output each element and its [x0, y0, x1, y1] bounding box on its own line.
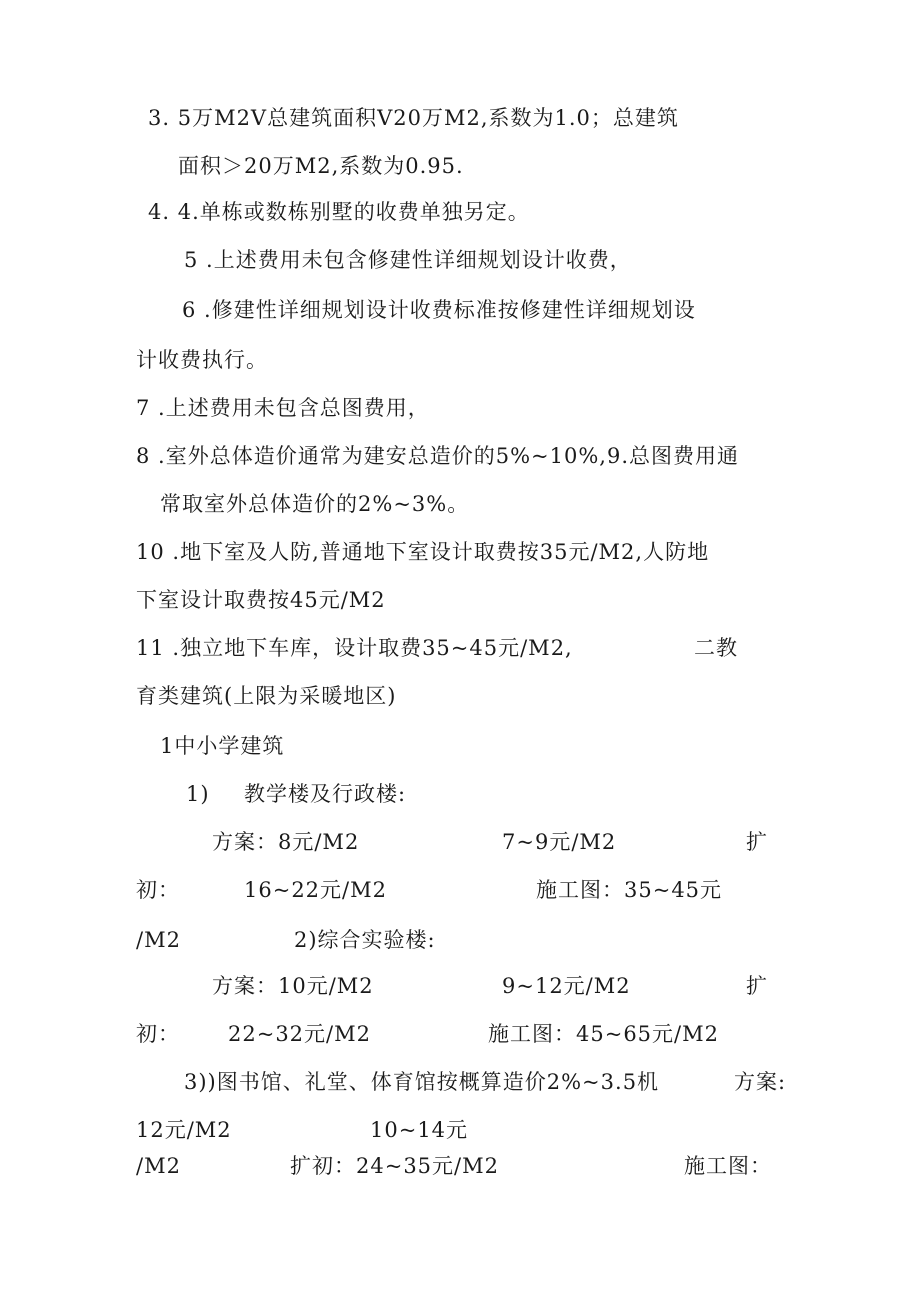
text-line: 方案:	[734, 1070, 787, 1094]
text-line: /M2	[136, 1154, 181, 1178]
text-line: 3. 5万M2V总建筑面积V20万M2,系数为1.0；总建筑	[148, 106, 679, 130]
fee-scheme: 12元/M2	[136, 1118, 232, 1142]
item-title: 2)综合实验楼:	[294, 928, 436, 952]
text-line: 11 .独立地下车库，设计取费35~45元/M2,	[136, 636, 573, 660]
text-line: 扩	[746, 974, 768, 998]
fee-construction: 施工图：45~65元/M2	[488, 1022, 719, 1046]
text-line: 面积＞20万M2,系数为0.95.	[178, 154, 464, 178]
text-line: 初：	[136, 878, 180, 902]
section-heading: 育类建筑(上限为采暖地区)	[136, 684, 397, 708]
text-line: /M2	[136, 928, 181, 952]
text-line: 下室设计取费按45元/M2	[136, 588, 386, 612]
text-line: 7 .上述费用未包含总图费用，	[136, 396, 430, 420]
text-line: 10 .地下室及人防,普通地下室设计取费按35元/M2,人防地	[136, 540, 710, 564]
subsection-heading: 1中小学建筑	[160, 734, 285, 758]
fee-preliminary: 22~32元/M2	[228, 1022, 371, 1046]
text-line: 4. 4.单栋或数栋别墅的收费单独另定。	[148, 200, 530, 224]
fee-preliminary: 扩初：24~35元/M2	[290, 1154, 499, 1178]
text-line: 3))图书馆、礼堂、体育馆按概算造价2%~3.5机	[184, 1070, 660, 1094]
fee-range: 10~14元	[370, 1118, 469, 1142]
text-line: 5 .上述费用未包含修建性详细规划设计收费，	[184, 248, 632, 272]
fee-preliminary: 16~22元/M2	[244, 878, 387, 902]
text-line: 二教	[694, 636, 738, 660]
fee-range: 7~9元/M2	[502, 830, 617, 854]
text-line: 扩	[746, 830, 768, 854]
text-line: 6 .修建性详细规划设计收费标准按修建性详细规划设	[182, 298, 696, 322]
fee-construction: 施工图：	[684, 1154, 772, 1178]
fee-construction: 施工图：35~45元	[536, 878, 723, 902]
fee-scheme: 方案：10元/M2	[212, 974, 374, 998]
item-number: 1)	[186, 782, 210, 806]
text-line: 计收费执行。	[136, 348, 268, 372]
item-title: 教学楼及行政楼:	[244, 782, 407, 806]
fee-range: 9~12元/M2	[502, 974, 631, 998]
text-line: 8 .室外总体造价通常为建安总造价的5%~10%,9.总图费用通	[136, 444, 740, 468]
fee-scheme: 方案：8元/M2	[212, 830, 360, 854]
text-line: 常取室外总体造价的2%~3%。	[160, 492, 470, 516]
text-line: 初：	[136, 1022, 180, 1046]
